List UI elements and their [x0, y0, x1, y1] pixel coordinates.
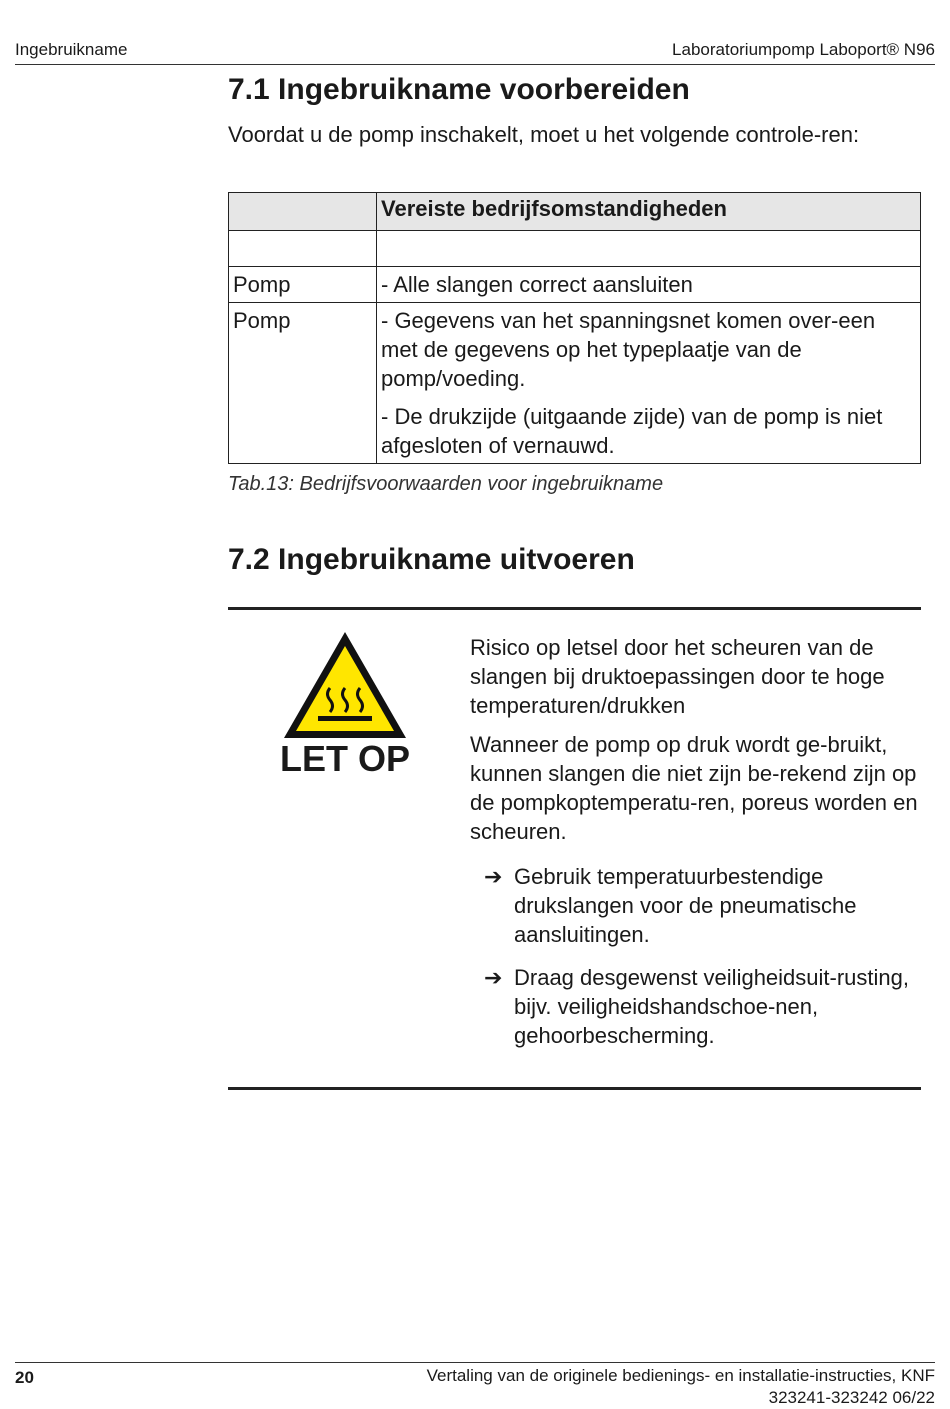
table-row [229, 303, 921, 464]
warning-signal-word: LET OP [280, 738, 411, 779]
table-cell-item: - De drukzijde (uitgaande zijde) van de pomp is niet afgesloten of vernauwd. [381, 404, 883, 458]
warning-text [470, 633, 920, 1064]
page-number: 20 [15, 1368, 34, 1387]
header-product: Laboratoriumpomp Laboport® N96 [672, 40, 935, 59]
table-header-cell: Vereiste bedrijfsomstandigheden [377, 193, 921, 231]
footer-divider [15, 1362, 935, 1363]
list-item [470, 862, 920, 949]
step-text: Draag desgewenst veiligheidsuit-rusting, bijv. veiligheidshandschoe-nen, gehoorbescherming. [514, 965, 909, 1048]
warning-bottom-rule [228, 1087, 921, 1090]
list-item [470, 963, 920, 1050]
arrow-right-icon: ➔ [484, 965, 503, 990]
table-header-row [229, 193, 921, 231]
warning-heading: Risico op letsel door het scheuren van de slangen bij druktoepassingen door te hoge temperaturen/drukken [470, 635, 885, 718]
table-row [229, 231, 921, 267]
table-caption: Tab.13: Bedrijfsvoorwaarden voor ingebruikname [228, 473, 664, 495]
table-cell-label: Pomp [229, 267, 377, 303]
table-cell-value [377, 267, 921, 303]
table-header-cell [229, 193, 377, 231]
warning-body: Wanneer de pomp op druk wordt ge-bruikt, kunnen slangen die niet zijn be-rekend zijn op de pompkoptemperatu-ren, poreus worden en scheuren. [470, 732, 918, 844]
section-title-7-1: 7.1 Ingebruikname voorbereiden [228, 73, 690, 106]
step-text: Gebruik temperatuurbestendige drukslangen voor de pneumatische aansluitingen. [514, 864, 857, 947]
footer-document-info [427, 1365, 935, 1409]
section-title-7-2: 7.2 Ingebruikname uitvoeren [228, 543, 635, 576]
footer-line: Vertaling van de originele bedienings- en installatie-instructies, KNF [426, 1366, 935, 1385]
table-cell-label [229, 231, 377, 267]
warning-top-rule [228, 607, 921, 610]
hot-surface-warning-icon [280, 628, 410, 743]
warning-steps [470, 862, 920, 1050]
table-cell-value [377, 303, 921, 464]
table-cell-item: - Alle slangen correct aansluiten [381, 272, 693, 297]
arrow-right-icon: ➔ [484, 864, 503, 889]
section-intro: Voordat u de pomp inschakelt, moet u het volgende controle-ren: [228, 122, 860, 147]
header-divider [15, 64, 935, 65]
conditions-table [228, 192, 921, 464]
footer-line: 323241-323242 06/22 [768, 1388, 935, 1407]
table-cell-label: Pomp [229, 303, 377, 464]
table-row [229, 267, 921, 303]
table-cell-item: - Gegevens van het spanningsnet komen over-een met de gegevens op het typeplaatje van de pomp/voeding. [381, 308, 876, 391]
header-chapter: Ingebruikname [15, 40, 128, 59]
table-cell-value [377, 231, 921, 267]
